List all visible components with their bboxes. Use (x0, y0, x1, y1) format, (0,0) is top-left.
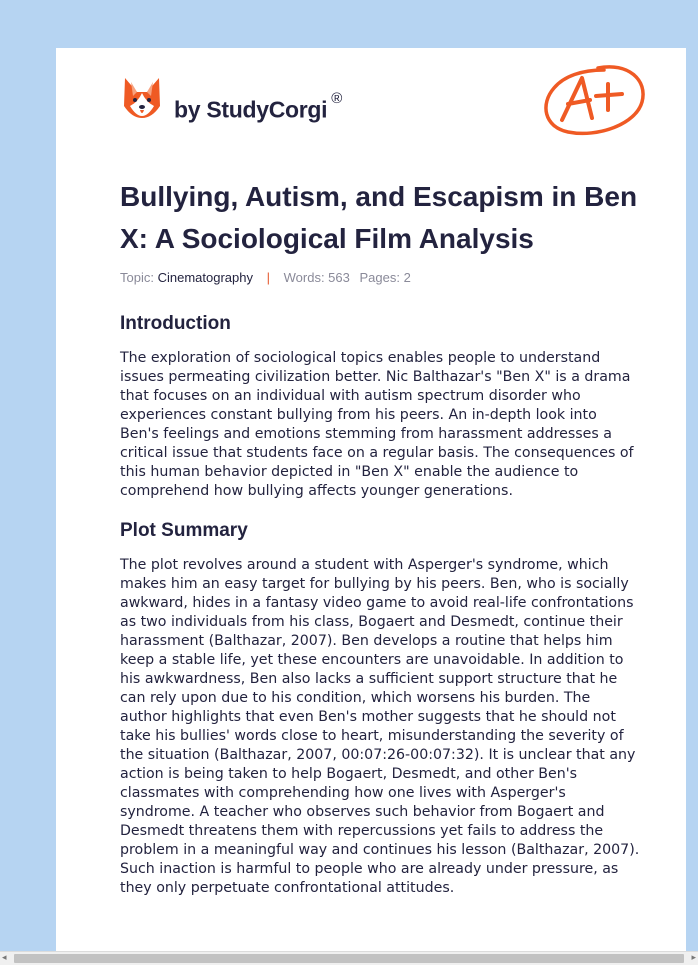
a-plus-grade-icon (538, 58, 648, 140)
arrow-right-icon[interactable]: ▸ (691, 953, 696, 963)
section-heading-introduction: Introduction (120, 313, 231, 334)
arrow-left-icon[interactable]: ◂ (2, 953, 7, 963)
word-count: Words: 563 (283, 270, 350, 285)
corgi-logo-icon (122, 76, 162, 122)
section-heading-plot-summary: Plot Summary (120, 520, 248, 541)
topic-label: Topic: (120, 270, 154, 285)
meta-separator: | (266, 270, 270, 285)
horizontal-scrollbar[interactable] (0, 951, 698, 965)
brand-text: by StudyCorgi (174, 96, 328, 123)
topic-link[interactable]: Cinematography (157, 270, 253, 285)
document-page (56, 48, 686, 952)
page-count: Pages: 2 (359, 270, 411, 285)
document-meta (120, 270, 411, 285)
registered-mark: ® (331, 90, 343, 107)
section-text-plot-summary: The plot revolves around a student with Asperger's syndrome, which makes him an easy target for bullying by his peers. Ben, who is socially awkward, hides in a fantasy video game to avoid real-life confrontations as two individuals from his class, Bogaert and Desmedt, continue their harassment (Balthazar, 2007). Ben develops a routine that helps him keep a stable life, yet these encounters are unavoidable. In addition to his awkwardness, Ben also lacks a sufficient support structure that he can rely upon due to his condition, which worsens his burden. The author highlights that even Ben's mother suggests that he should not take his bullies' words close to heart, misunderstanding the severity of the situation (Balthazar, 2007, 00:07:26-00:07:32). It is unclear that any action is being taken to help Bogaert, Desmedt, and other Ben's classmates with comprehending how one lives with Asperger's syndrome. A teacher who observes such behavior from Bogaert and Desmedt threatens them with repercussions yet fails to address the problem in a meaningful way and continues his lesson (Balthazar, 2007). Such inaction is harmful to people who are already under pressure, as they only perpetuate confrontational attitudes. (120, 557, 640, 896)
brand-name[interactable] (174, 90, 343, 124)
page-title: Bullying, Autism, and Escapism in Ben X: A Sociological Film Analysis (120, 181, 638, 254)
scrollbar-thumb[interactable] (14, 954, 684, 963)
section-text-introduction: The exploration of sociological topics enables people to understand issues permeating civilization better. Nic Balthazar's "Ben X" is a drama that focuses on an individual with autism spectrum disorder who experiences constant bullying from his peers. An in-depth look into Ben's feelings and emotions stemming from harassment addresses a critical issue that students face on a regular basis. The consequences of this human behavior depicted in "Ben X" enable the audience to comprehend how bullying affects younger generations. (120, 350, 634, 499)
